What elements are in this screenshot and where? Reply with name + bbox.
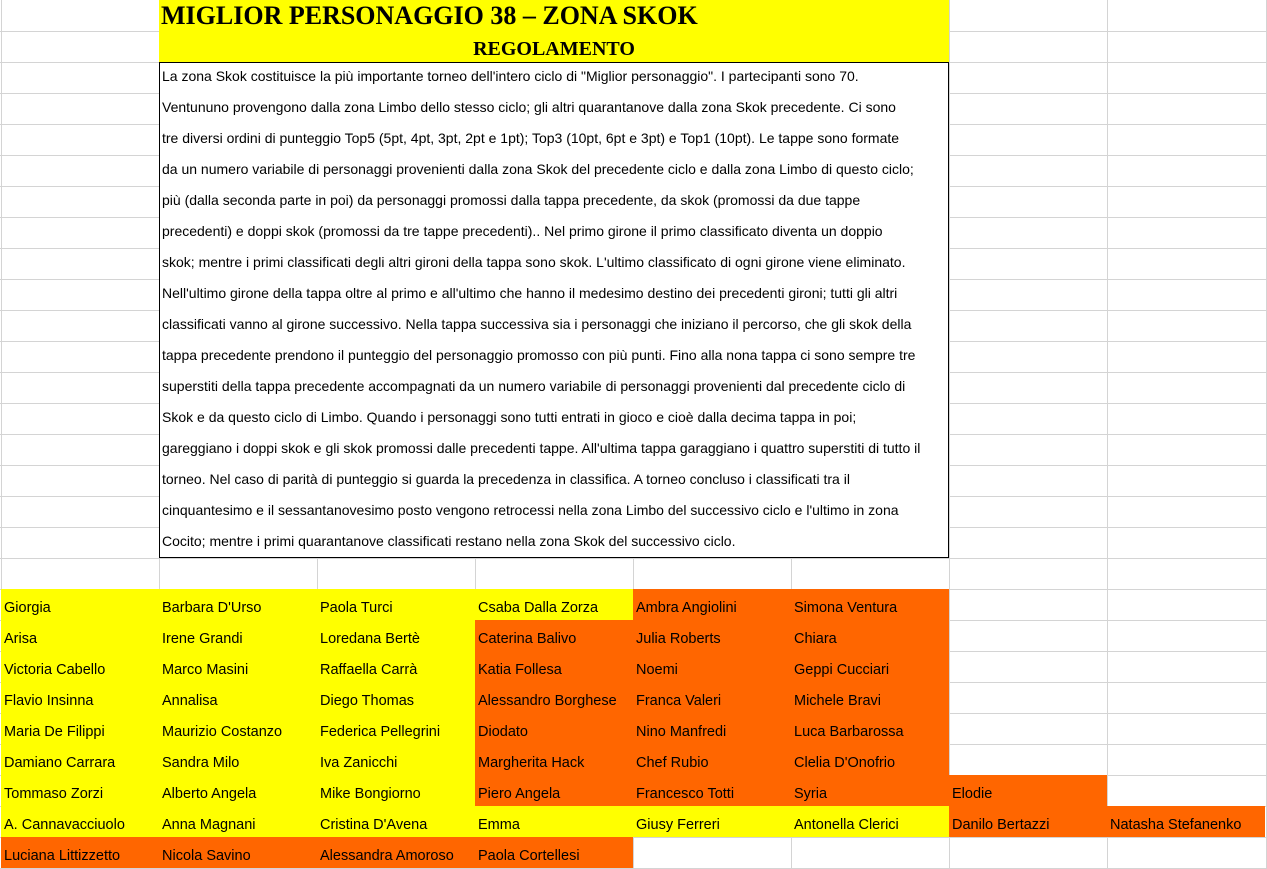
- name-cell[interactable]: [791, 651, 949, 682]
- name-cell[interactable]: [633, 589, 791, 620]
- name-cell[interactable]: [949, 806, 1107, 837]
- name-cell-text: Csaba Dalla Zorza: [478, 600, 599, 616]
- name-cell[interactable]: [1, 589, 159, 620]
- name-cell[interactable]: [317, 620, 475, 651]
- name-cell[interactable]: [475, 682, 633, 713]
- name-cell[interactable]: [475, 651, 633, 682]
- name-cell-text: Diodato: [478, 724, 528, 740]
- name-cell-text: Alessandra Amoroso: [320, 848, 454, 864]
- name-cell-text: Marco Masini: [162, 662, 249, 678]
- name-cell-text: Paola Cortellesi: [478, 848, 580, 864]
- name-cell[interactable]: [475, 713, 633, 744]
- name-cell[interactable]: [1107, 806, 1265, 837]
- name-cell-text: Simona Ventura: [794, 600, 898, 616]
- name-cell-text: Clelia D'Onofrio: [794, 755, 896, 771]
- name-cell-text: Luca Barbarossa: [794, 724, 904, 740]
- name-cell-text: A. Cannavacciuolo: [4, 817, 125, 833]
- name-cell-text: Federica Pellegrini: [320, 724, 441, 740]
- name-cell-text: Antonella Clerici: [794, 817, 899, 833]
- rules-line: più (dalla seconda parte in poi) da personaggi promossi dalla tappa precedente, da skok (promossi da due tappe: [162, 192, 861, 208]
- name-cell-text: Noemi: [636, 662, 678, 678]
- name-cell[interactable]: [1, 744, 159, 775]
- name-cell-text: Giusy Ferreri: [636, 817, 720, 833]
- name-cell-text: Chef Rubio: [636, 755, 709, 771]
- name-cell[interactable]: [159, 620, 317, 651]
- name-cell-text: Luciana Littizzetto: [4, 848, 121, 864]
- name-cell[interactable]: [791, 806, 949, 837]
- name-cell[interactable]: [791, 744, 949, 775]
- name-cell-text: Syria: [794, 786, 828, 802]
- name-cell-text: Barbara D'Urso: [162, 600, 262, 616]
- name-cell[interactable]: [475, 620, 633, 651]
- name-cell[interactable]: [317, 589, 475, 620]
- name-cell-text: Iva Zanicchi: [320, 755, 398, 771]
- name-cell-text: Natasha Stefanenko: [1110, 817, 1242, 833]
- sheet-title[interactable]: MIGLIOR PERSONAGGIO 38 – ZONA SKOK: [159, 0, 949, 31]
- name-cell-text: Anna Magnani: [162, 817, 256, 833]
- name-cell[interactable]: [159, 806, 317, 837]
- gridline-horizontal: [0, 558, 1267, 559]
- name-cell[interactable]: [633, 744, 791, 775]
- rules-line: cinquantesimo e il sessantanovesimo posto vengono retrocessi nella zona Limbo del successivo ciclo e l'ultimo in zona: [162, 502, 899, 518]
- name-cell[interactable]: [1, 806, 159, 837]
- name-cell-text: Katia Follesa: [478, 662, 562, 678]
- name-cell-text: Cristina D'Avena: [320, 817, 428, 833]
- name-cell[interactable]: [1, 620, 159, 651]
- rules-line: Nell'ultimo girone della tappa oltre al primo e all'ultimo che hanno il medesimo destino dei precedenti gironi; tutti gli altri: [162, 285, 898, 301]
- name-cell[interactable]: [159, 713, 317, 744]
- rules-line: da un numero variabile di personaggi provenienti dalla zona Skok del precedente ciclo e dalla zona Limbo di questo ciclo;: [162, 161, 914, 177]
- name-cell-text: Alessandro Borghese: [478, 693, 617, 709]
- name-cell[interactable]: [791, 682, 949, 713]
- name-cell-text: Piero Angela: [478, 786, 561, 802]
- name-cell-text: Paola Turci: [320, 600, 393, 616]
- name-cell[interactable]: [159, 651, 317, 682]
- name-cell[interactable]: [1, 837, 159, 868]
- rules-line: precedenti) e doppi skok (promossi da tre tappe precedenti).. Nel primo girone il primo classificato diventa un doppio: [162, 223, 883, 239]
- name-cell-text: Sandra Milo: [162, 755, 240, 771]
- name-cell-text: Arisa: [4, 631, 38, 647]
- name-cell-text: Nicola Savino: [162, 848, 251, 864]
- rules-line: tre diversi ordini di punteggio Top5 (5pt, 4pt, 3pt, 2pt e 1pt); Top3 (10pt, 6pt e 3pt) e Top1 (10pt). Le tappe sono formate: [162, 130, 900, 146]
- name-cell[interactable]: [633, 651, 791, 682]
- name-cell[interactable]: [159, 744, 317, 775]
- name-cell[interactable]: [475, 806, 633, 837]
- name-cell[interactable]: [317, 806, 475, 837]
- name-cell-text: Giorgia: [4, 600, 51, 616]
- name-cell[interactable]: [633, 775, 791, 806]
- rules-text-box[interactable]: [159, 62, 949, 558]
- rules-line: Cocito; mentre i primi quarantanove classificati restano nella zona Skok del successivo ciclo.: [162, 533, 736, 549]
- name-cell-text: Alberto Angela: [162, 786, 257, 802]
- name-cell[interactable]: [317, 837, 475, 868]
- rules-line: tappa precedente prendono il punteggio del personaggio promosso con più punti. Fino alla nona tappa ci sono sempre tre: [162, 347, 916, 363]
- name-cell[interactable]: [791, 589, 949, 620]
- name-cell[interactable]: [1, 713, 159, 744]
- name-cell[interactable]: [791, 620, 949, 651]
- name-cell-text: Emma: [478, 817, 520, 833]
- name-cell[interactable]: [317, 713, 475, 744]
- name-cell-text: Elodie: [952, 786, 993, 802]
- name-cell-text: Julia Roberts: [636, 631, 721, 647]
- name-cell[interactable]: [633, 682, 791, 713]
- rules-line: gareggiano i doppi skok e gli skok promossi dalle precedenti tappe. All'ultima tappa garaggiano i quattro superstiti di tutto il: [162, 440, 921, 456]
- rules-line: Ventununo provengono dalla zona Limbo dello stesso ciclo; gli altri quarantanove dalla zona Skok precedente. Ci sono: [162, 99, 896, 115]
- name-cell-text: Margherita Hack: [478, 755, 585, 771]
- name-cell[interactable]: [159, 775, 317, 806]
- name-cell-text: Ambra Angiolini: [636, 600, 737, 616]
- name-cell[interactable]: [791, 775, 949, 806]
- name-cell-text: Franca Valeri: [636, 693, 722, 709]
- name-cell[interactable]: [159, 589, 317, 620]
- name-cell-text: Raffaella Carrà: [320, 662, 418, 678]
- name-cell[interactable]: [317, 651, 475, 682]
- name-cell[interactable]: [475, 744, 633, 775]
- name-cell-text: Michele Bravi: [794, 693, 882, 709]
- rules-line: classificati vanno al girone successivo. Nella tappa successiva sia i personaggi che iniziano il percorso, che gli skok della: [162, 316, 912, 332]
- name-cell[interactable]: [475, 589, 633, 620]
- name-cell-text: Caterina Balivo: [478, 631, 577, 647]
- name-cell[interactable]: [475, 775, 633, 806]
- name-cell-text: Danilo Bertazzi: [952, 817, 1050, 833]
- name-cell-text: Victoria Cabello: [4, 662, 106, 678]
- name-cell[interactable]: [317, 682, 475, 713]
- name-cell[interactable]: [1, 775, 159, 806]
- rules-line: superstiti della tappa precedente accompagnati da un numero variabile di personaggi provenienti dal precedente ciclo di: [162, 378, 906, 394]
- name-cell[interactable]: [159, 682, 317, 713]
- name-cell-text: Diego Thomas: [320, 693, 415, 709]
- name-cell[interactable]: [475, 837, 633, 868]
- sheet-subtitle[interactable]: REGOLAMENTO: [159, 31, 949, 62]
- name-cell[interactable]: [633, 620, 791, 651]
- name-cell[interactable]: [317, 775, 475, 806]
- name-cell-text: Loredana Bertè: [320, 631, 420, 647]
- name-cell[interactable]: [317, 744, 475, 775]
- name-cell-text: Chiara: [794, 631, 837, 647]
- name-cell-text: Nino Manfredi: [636, 724, 727, 740]
- name-cell[interactable]: [633, 713, 791, 744]
- name-cell-text: Maria De Filippi: [4, 724, 105, 740]
- rules-line: skok; mentre i primi classificati degli altri gironi della tappa sono skok. L'ultimo classificato di ogni girone viene eliminato.: [162, 254, 906, 270]
- name-cell-text: Maurizio Costanzo: [162, 724, 283, 740]
- name-cell[interactable]: [159, 837, 317, 868]
- name-cell-text: Mike Bongiorno: [320, 786, 421, 802]
- rules-line: torneo. Nel caso di parità di punteggio si guarda la precedenza in classifica. A torneo concluso i classificati tra il: [162, 471, 850, 487]
- name-cell-text: Annalisa: [162, 693, 218, 709]
- name-cell[interactable]: [949, 775, 1107, 806]
- rules-line: Skok e da questo ciclo di Limbo. Quando i personaggi sono tutti entrati in gioco e cioè dalla decima tappa in poi;: [162, 409, 857, 425]
- name-cell[interactable]: [633, 806, 791, 837]
- name-cell-text: Geppi Cucciari: [794, 662, 890, 678]
- name-cell[interactable]: [791, 713, 949, 744]
- name-cell-text: Flavio Insinna: [4, 693, 94, 709]
- rules-line: La zona Skok costituisce la più importante torneo dell'intero ciclo di "Miglior personaggio". I partecipanti sono 70.: [162, 68, 859, 84]
- name-cell-text: Francesco Totti: [636, 786, 735, 802]
- name-cell-text: Damiano Carrara: [4, 755, 116, 771]
- name-cell[interactable]: [1, 651, 159, 682]
- name-cell-text: Tommaso Zorzi: [4, 786, 104, 802]
- name-cell[interactable]: [1, 682, 159, 713]
- name-cell-text: Irene Grandi: [162, 631, 243, 647]
